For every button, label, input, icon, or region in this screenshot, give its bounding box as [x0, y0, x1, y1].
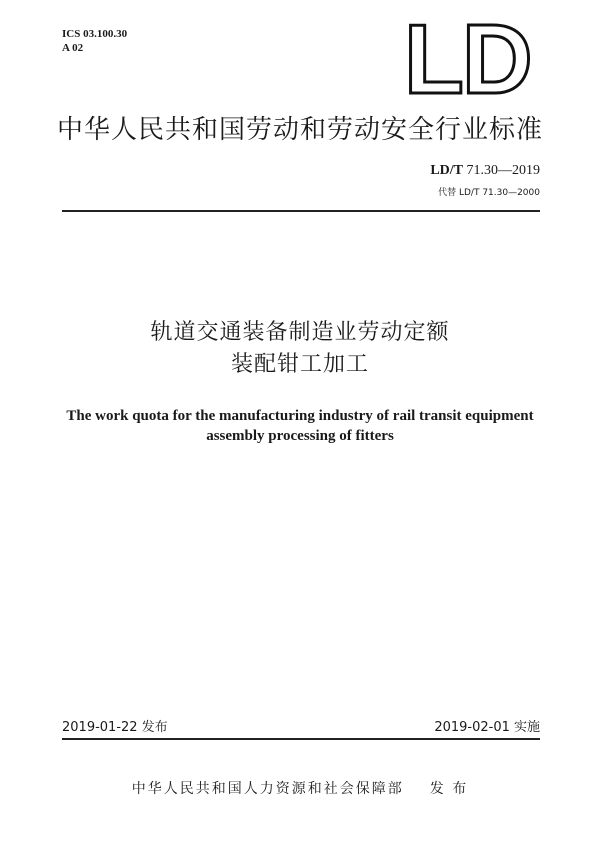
classification-codes [62, 27, 127, 55]
effective-date: 2019-02-01 实施 [434, 720, 540, 735]
footer-divider [62, 738, 540, 740]
issuer-name: 中华人民共和国人力资源和社会保障部 [131, 781, 404, 797]
class-code: A 02 [62, 42, 84, 54]
ld-logo: LD [404, 4, 531, 114]
english-title-line-1: The work quota for the manufacturing industry of rail transit equipment [66, 408, 534, 424]
ics-code: ICS 03.100.30 [62, 28, 128, 40]
chinese-title-line-2: 装配钳工加工 [230, 352, 369, 377]
header-divider [62, 210, 540, 212]
replaces-note: 代替 LD/T 71.30—2000 [438, 188, 540, 198]
standard-category-title: 中华人民共和国劳动和劳动安全行业标准 [56, 115, 543, 145]
issuing-authority [0, 778, 600, 798]
standard-number-prefix: LD/T [430, 163, 463, 178]
chinese-title-line-1: 轨道交通装备制造业劳动定额 [150, 320, 450, 345]
publish-date: 2019-01-22 发布 [62, 720, 168, 735]
english-title-line-2: assembly processing of fitters [206, 428, 394, 444]
issuer-action: 发 布 [429, 781, 469, 797]
standard-number-value: 71.30—2019 [466, 163, 540, 178]
standard-number [430, 163, 540, 179]
